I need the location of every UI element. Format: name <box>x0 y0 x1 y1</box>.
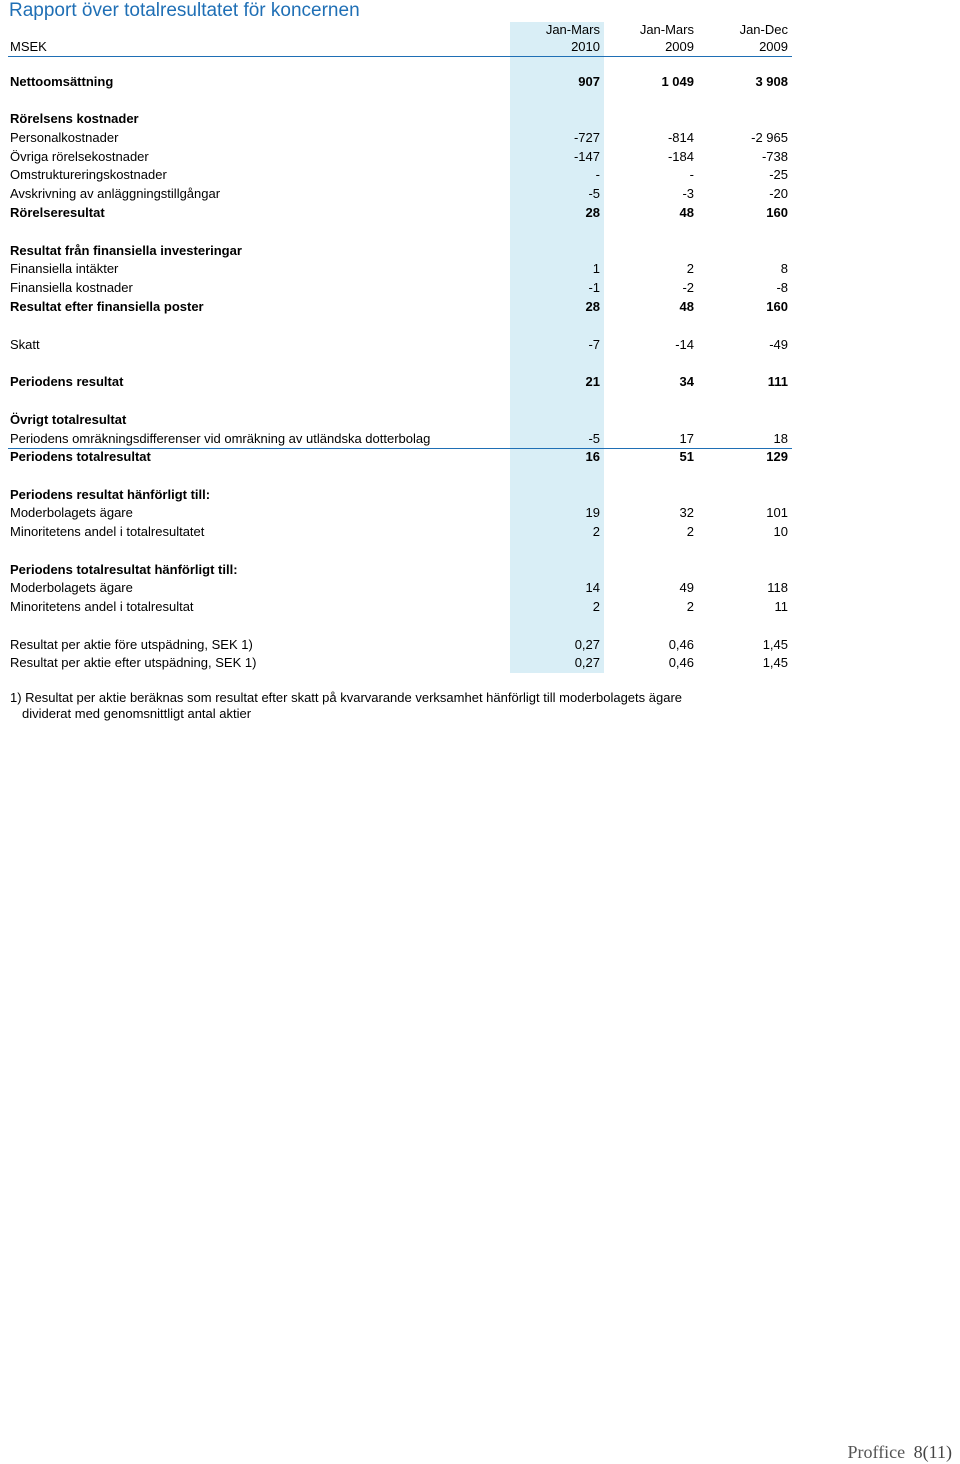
row-value-col1: -5 <box>588 431 600 446</box>
table-row <box>0 129 800 147</box>
row-value-col2: -814 <box>667 130 694 145</box>
table-row <box>0 298 800 316</box>
row-value-col3: -738 <box>761 149 788 164</box>
row-value-col1: 0,27 <box>574 637 600 652</box>
row-value-col2: - <box>689 167 694 182</box>
brand-logo: Proffice <box>847 1442 906 1462</box>
row-label: Övriga rörelsekostnader <box>10 149 149 164</box>
row-label: Resultat per aktie före utspädning, SEK 1) <box>10 637 253 652</box>
row-value-col1: 2 <box>592 524 600 539</box>
row-value-col2: 0,46 <box>668 655 694 670</box>
row-value-col1: - <box>595 167 600 182</box>
page-footer <box>848 1442 952 1463</box>
row-label: Övrigt totalresultat <box>10 412 127 427</box>
table-row <box>0 598 800 616</box>
row-label: Resultat per aktie efter utspädning, SEK 1) <box>10 655 257 670</box>
row-value-col2: 48 <box>679 205 694 220</box>
row-value-col2: 51 <box>679 449 694 464</box>
table-row <box>0 411 800 429</box>
row-value-col3: 18 <box>773 431 788 446</box>
row-value-col1: 2 <box>592 599 600 614</box>
row-value-col3: 10 <box>773 524 788 539</box>
row-value-col1: -7 <box>588 337 600 352</box>
row-value-col3: 118 <box>767 580 788 595</box>
col1-year: 2010 <box>571 39 600 54</box>
total-rule <box>8 448 792 449</box>
row-value-col3: -8 <box>776 280 788 295</box>
row-value-col1: 907 <box>578 74 600 89</box>
table-row <box>0 654 800 672</box>
row-value-col1: 0,27 <box>574 655 600 670</box>
row-label: Moderbolagets ägare <box>10 505 133 520</box>
row-value-col1: -147 <box>573 149 600 164</box>
row-label: Resultat från finansiella investeringar <box>10 243 242 258</box>
row-label: Omstruktureringskostnader <box>10 167 167 182</box>
table-row <box>0 486 800 504</box>
row-value-col3: 11 <box>774 599 788 614</box>
row-value-col3: 129 <box>766 449 788 464</box>
row-label: Finansiella kostnader <box>10 280 133 295</box>
row-value-col3: 101 <box>766 505 788 520</box>
col2-period: Jan-Mars <box>639 22 694 37</box>
table-row <box>0 110 800 128</box>
row-label: Periodens resultat hänförligt till: <box>10 487 211 502</box>
row-value-col3: -25 <box>769 167 788 182</box>
header-rule <box>8 56 792 57</box>
row-value-col2: -184 <box>667 149 694 164</box>
table-row <box>0 166 800 184</box>
table-row <box>0 504 800 522</box>
row-label: Moderbolagets ägare <box>10 580 133 595</box>
row-value-col3: -20 <box>769 186 788 201</box>
row-value-col2: 49 <box>679 580 694 595</box>
row-value-col2: 2 <box>686 261 694 276</box>
table-row <box>0 204 800 222</box>
row-value-col2: 1 049 <box>661 74 694 89</box>
row-label: Periodens totalresultat hänförligt till: <box>10 562 238 577</box>
row-value-col1: 28 <box>585 299 600 314</box>
row-value-col3: 1,45 <box>762 655 788 670</box>
table-row <box>0 73 800 91</box>
row-label: Avskrivning av anläggningstillgångar <box>10 186 221 201</box>
footnote-line-2: dividerat med genomsnittligt antal aktier <box>22 706 252 721</box>
table-row <box>0 242 800 260</box>
row-value-col1: 14 <box>585 580 600 595</box>
row-value-col3: -49 <box>769 337 788 352</box>
row-label: Personalkostnader <box>10 130 119 145</box>
row-value-col1: 1 <box>592 261 600 276</box>
table-row <box>0 260 800 278</box>
row-label: Periodens totalresultat <box>10 449 151 464</box>
row-value-col1: -1 <box>588 280 600 295</box>
table-row <box>0 636 800 654</box>
table-row <box>0 579 800 597</box>
col1-period: Jan-Mars <box>545 22 600 37</box>
row-value-col1: -5 <box>588 186 600 201</box>
row-value-col2: -14 <box>675 337 694 352</box>
row-value-col3: 160 <box>766 205 788 220</box>
row-value-col2: 0,46 <box>668 637 694 652</box>
row-value-col1: 16 <box>585 449 600 464</box>
page-number: 8(11) <box>913 1442 952 1462</box>
row-value-col3: -2 965 <box>751 130 788 145</box>
table-row <box>0 523 800 541</box>
col3-period: Jan-Dec <box>739 22 788 37</box>
col3-year: 2009 <box>759 39 788 54</box>
row-label: Periodens resultat <box>10 374 124 389</box>
row-label: Rörelsens kostnader <box>10 111 139 126</box>
row-value-col2: 34 <box>679 374 694 389</box>
row-value-col3: 1,45 <box>762 637 788 652</box>
table-row <box>0 279 800 297</box>
row-value-col2: 48 <box>679 299 694 314</box>
table-row <box>0 430 800 448</box>
col2-year: 2009 <box>665 39 694 54</box>
unit-label: MSEK <box>10 39 47 54</box>
row-label: Skatt <box>10 337 40 352</box>
header-period-row <box>0 21 800 39</box>
row-value-col3: 111 <box>767 374 788 389</box>
row-value-col3: 3 908 <box>755 74 788 89</box>
table-row <box>0 373 800 391</box>
row-value-col1: 21 <box>585 374 600 389</box>
row-value-col2: 17 <box>679 431 694 446</box>
row-value-col3: 160 <box>766 299 788 314</box>
row-label: Minoritetens andel i totalresultat <box>10 599 194 614</box>
row-value-col1: 28 <box>585 205 600 220</box>
row-value-col2: -2 <box>682 280 694 295</box>
row-value-col2: 32 <box>679 505 694 520</box>
table-row <box>0 561 800 579</box>
table-row <box>0 148 800 166</box>
header-year-row <box>0 38 800 56</box>
row-label: Nettoomsättning <box>10 74 114 89</box>
table-row <box>0 185 800 203</box>
table-row <box>0 336 800 354</box>
row-value-col3: 8 <box>780 261 788 276</box>
row-value-col1: 19 <box>585 505 600 520</box>
row-value-col2: 2 <box>686 599 694 614</box>
table-row <box>0 448 800 466</box>
row-value-col2: 2 <box>686 524 694 539</box>
row-value-col2: -3 <box>682 186 694 201</box>
row-label: Minoritetens andel i totalresultatet <box>10 524 205 539</box>
row-value-col1: -727 <box>573 130 600 145</box>
row-label: Resultat efter finansiella poster <box>10 299 204 314</box>
row-label: Finansiella intäkter <box>10 261 119 276</box>
row-label: Periodens omräkningsdifferenser vid omräkning av utländska dotterbolag <box>10 431 431 446</box>
page-title: Rapport över totalresultatet för koncernen <box>9 0 360 21</box>
row-label: Rörelseresultat <box>10 205 105 220</box>
footnote-line-1: 1) Resultat per aktie beräknas som resultat efter skatt på kvarvarande verksamhet hänförligt till moderbolagets ägare <box>10 690 683 705</box>
